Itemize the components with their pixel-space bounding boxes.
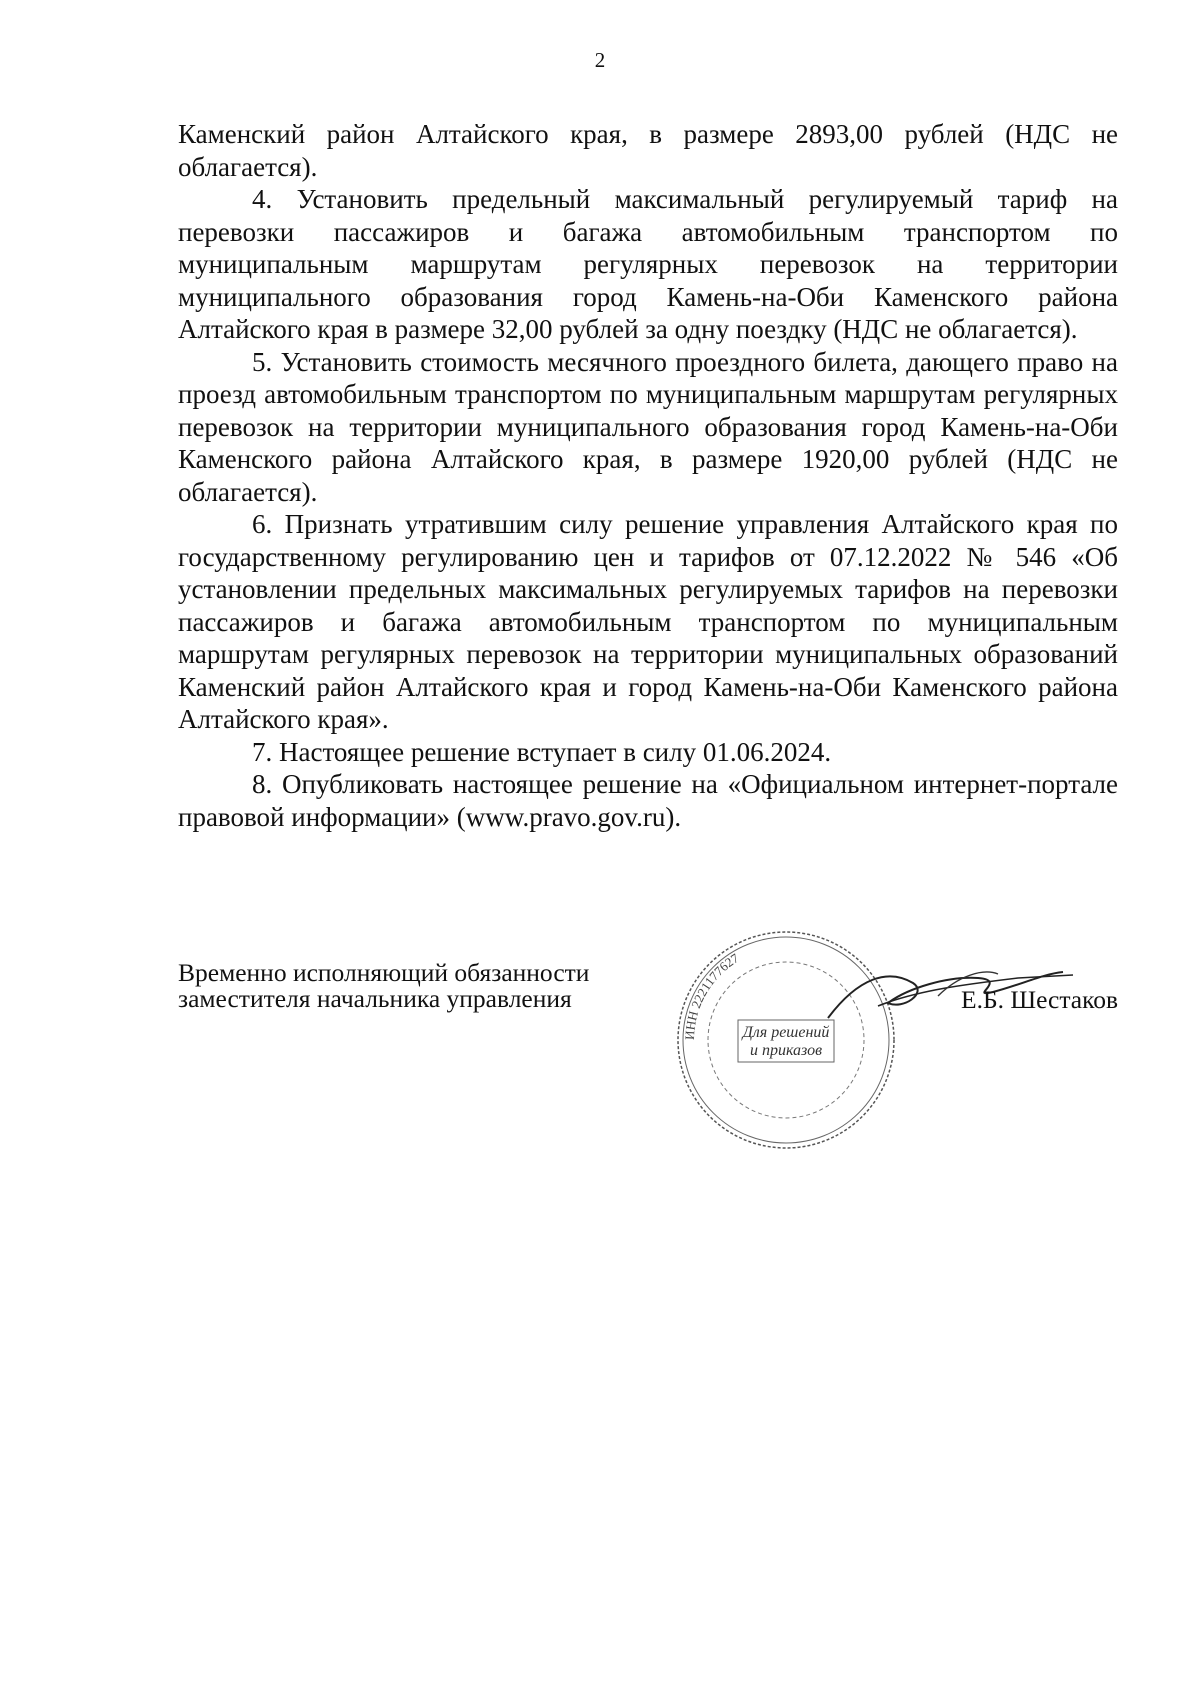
- paragraph-item-8: 8. Опубликовать настоящее решение на «Официальном интернет-портале правовой информации» (www.pravo.gov.ru).: [178, 769, 1118, 832]
- signer-name: Е.Б. Шестаков: [961, 985, 1118, 1014]
- signer-position-line2: заместителя начальника управления: [178, 984, 572, 1013]
- page-number: 2: [594, 48, 606, 72]
- paragraph-item-4: 4. Установить предельный максимальный регулируемый тариф на перевозки пассажиров и багажа автомобильным транспортом по муниципальным маршрутам регулярных перевозок на территории муниципального образования город Камень-на-Оби Каменского района Алтайского края в размере 32,00 рублей за одну поездку (НДС не облагается).: [178, 184, 1118, 344]
- signature-block: [178, 950, 1118, 1160]
- seal-center-line1: Для решений: [742, 1024, 830, 1041]
- document-body: [178, 118, 1118, 833]
- paragraph-item-6: 6. Признать утратившим силу решение управления Алтайского края по государственному регулированию цен и тарифов от 07.12.2022 № 546 «Об установлении предельных максимальных регулируемых тарифов на перевозки пассажиров и багажа автомобильным транспортом по муниципальным маршрутам регулярных перевозок на территории муниципальных образований Каменский район Алтайского края и город Камень-на-Оби Каменского района Алтайского края».: [178, 509, 1118, 734]
- signer-position: [178, 960, 648, 1012]
- signer-position-line1: Временно исполняющий обязанности: [178, 958, 590, 987]
- seal-ring-text: ИНН 2221177627: [681, 950, 742, 1041]
- paragraph-item-5: 5. Установить стоимость месячного проездного билета, дающего право на проезд автомобильным транспортом по муниципальным маршрутам регулярных перевозок на территории муниципального образования город Камень-на-Оби Каменского района Алтайского края, в размере 1920,00 рублей (НДС не облагается).: [178, 346, 1118, 507]
- paragraph-item-7: 7. Настоящее решение вступает в силу 01.06.2024.: [252, 736, 832, 767]
- paragraph-continuation: Каменский район Алтайского края, в размере 2893,00 рублей (НДС не облагается).: [178, 119, 1118, 182]
- seal-center-line2: и приказов: [749, 1042, 823, 1059]
